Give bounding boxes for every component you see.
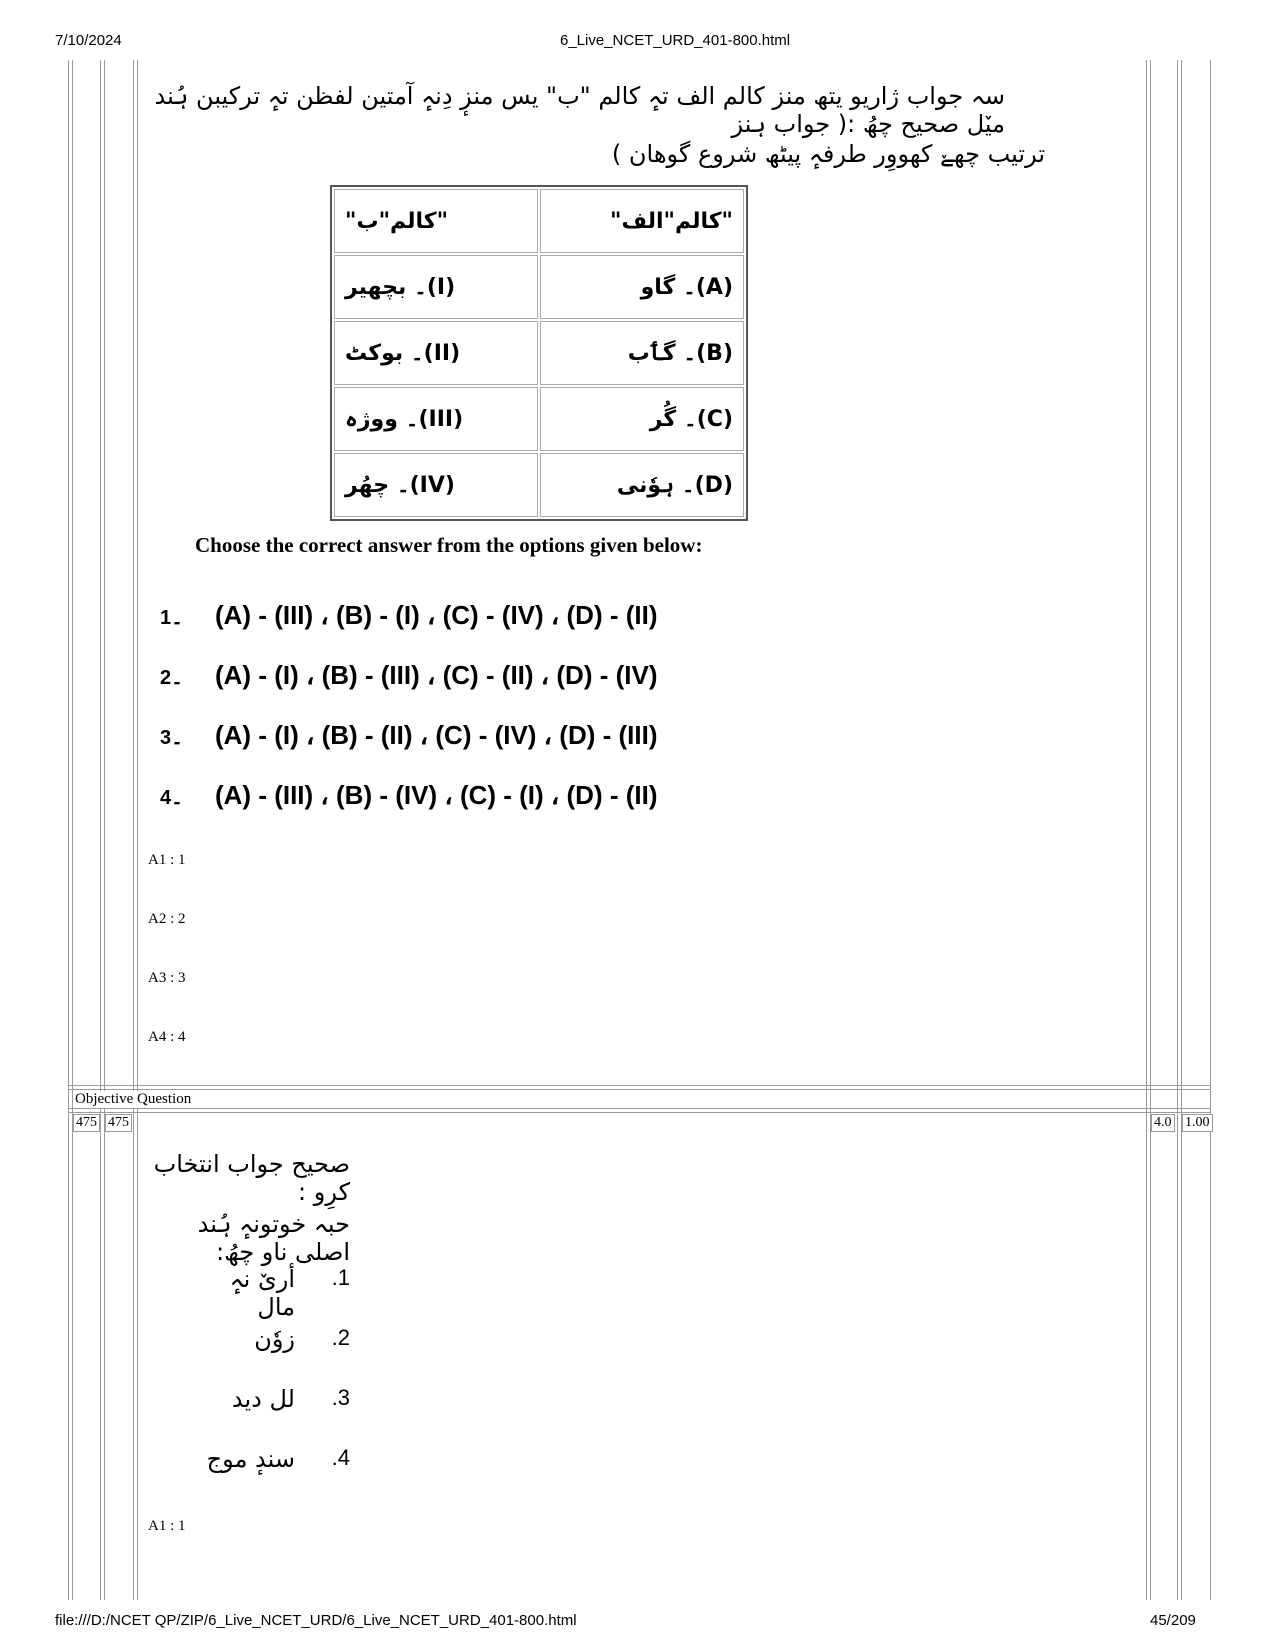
row-divider (68, 1089, 1211, 1090)
file-path: file:///D:/NCET QP/ZIP/6_Live_NCET_URD/6_Live_NCET_URD_401-800.html (55, 1612, 577, 1629)
option-text: (A) - (I) ، (B) - (II) ، (C) - (IV) ، (D) - (III) (215, 720, 658, 750)
table-cell-b: (IV)۔ چھُر (334, 453, 538, 517)
print-date: 7/10/2024 (55, 32, 122, 49)
table-cell-b: (II)۔ بوکٹ (334, 321, 538, 385)
option-text: لل دید (231, 1385, 295, 1413)
option-text: (A) - (III) ، (B) - (I) ، (C) - (IV) ، (D) - (II) (215, 600, 658, 630)
option-3 (160, 720, 657, 751)
frame-line (104, 60, 105, 1600)
answer-key-4: A4 : 4 (148, 1029, 186, 1045)
option-number: .2 (331, 1325, 350, 1350)
row-divider (68, 1112, 1211, 1113)
question-instruction: سہ جواب ژاریو یتھ منز کالم الف تہٕ کالم "ب" یس منزٕ دِنہٕ آمتین لفظن تہٕ ترکیبن ہُند میٚل صحیح چھُ :( جواب ہنز (154, 82, 1005, 138)
option-number: .3 (331, 1385, 350, 1410)
row-divider (68, 1108, 1211, 1109)
frame-line (137, 60, 138, 1600)
q2-option-1 (200, 1265, 350, 1321)
option-number: 2۔ (160, 667, 183, 689)
table-cell-b: (III)۔ ووژہ (334, 387, 538, 451)
frame-line (1150, 60, 1151, 1600)
question-serial: 475 (73, 1114, 100, 1132)
choose-instruction: Choose the correct answer from the options given below: (195, 533, 703, 557)
matching-table (330, 185, 748, 521)
option-text: (A) - (I) ، (B) - (III) ، (C) - (II) ، (D) - (IV) (215, 660, 658, 690)
q2-option-2 (200, 1325, 350, 1365)
option-2 (160, 660, 657, 691)
table-cell-a: (C)۔ گُر (540, 387, 744, 451)
option-4 (160, 780, 657, 811)
table-header-b: "کالم"ب" (334, 189, 538, 253)
question-instruction-continued: ترتیب چھےٚ کھووِر طرفہٕ پیٹھ شروع گوھان ) (611, 140, 1045, 168)
q2-answer-key-1: A1 : 1 (148, 1518, 186, 1534)
option-text: (A) - (III) ، (B) - (IV) ، (C) - (I) ، (D) - (II) (215, 780, 658, 810)
question-id: 475 (105, 1114, 132, 1132)
option-number: 3۔ (160, 727, 183, 749)
frame-line (1146, 60, 1147, 1600)
option-text: أریٚ نہٕ مال (229, 1265, 295, 1321)
table-cell-a: (A)۔ گاو (540, 255, 744, 319)
table-cell-a: (D)۔ ہوٗنی (540, 453, 744, 517)
frame-line (1177, 60, 1178, 1600)
question-negative-marks: 1.00 (1182, 1114, 1213, 1132)
frame-line (72, 60, 73, 1600)
option-text: زوٗن (254, 1325, 295, 1353)
page-number: 45/209 (1150, 1612, 1196, 1629)
question-prompt: صحیح جواب انتخاب کرِو : (153, 1150, 350, 1206)
q2-option-4 (200, 1445, 350, 1485)
option-number: 4۔ (160, 787, 183, 809)
document-title: 6_Live_NCET_URD_401-800.html (560, 32, 791, 49)
frame-line (100, 60, 101, 1600)
frame-line (133, 60, 134, 1600)
table-cell-b: (I)۔ بچھیر (334, 255, 538, 319)
row-divider (68, 1085, 1211, 1086)
question-marks: 4.0 (1151, 1114, 1175, 1132)
answer-key-2: A2 : 2 (148, 911, 186, 927)
option-number: .1 (331, 1265, 350, 1290)
option-text: سندٕ موج (206, 1445, 295, 1473)
option-number: 1۔ (160, 607, 183, 629)
option-number: .4 (331, 1445, 350, 1470)
answer-key-1: A1 : 1 (148, 852, 186, 868)
question-text: حبہ خوتونہٕ ہُند اصلی ناو چھُ: (197, 1210, 350, 1266)
frame-line (1210, 60, 1211, 1600)
section-label: Objective Question (75, 1091, 192, 1107)
q2-option-3 (200, 1385, 350, 1425)
table-cell-a: (B)۔ گٲب (540, 321, 744, 385)
frame-line (68, 60, 69, 1600)
option-1 (160, 600, 657, 631)
table-header-a: "کالم"الف" (540, 189, 744, 253)
answer-key-3: A3 : 3 (148, 970, 186, 986)
frame-line (1181, 60, 1182, 1600)
